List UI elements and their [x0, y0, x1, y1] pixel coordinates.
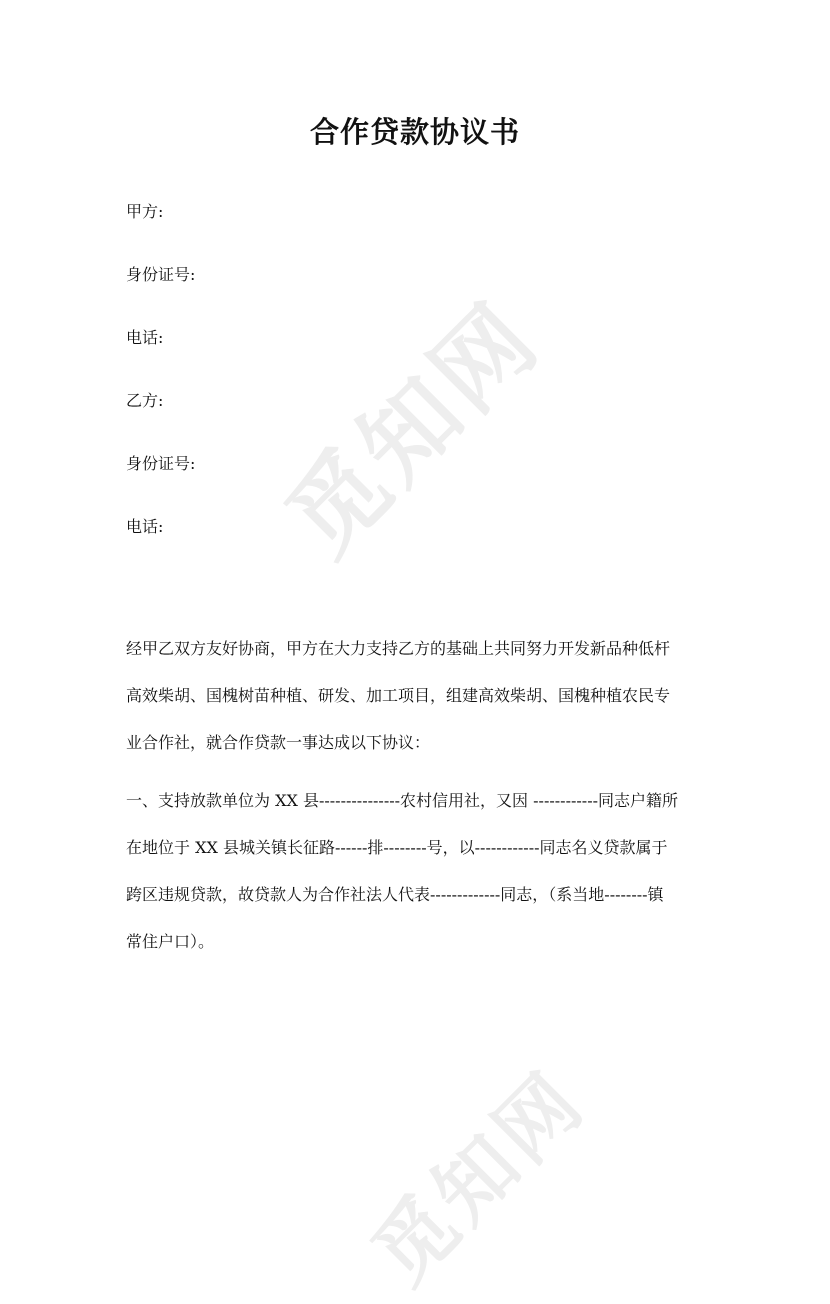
party-a-label: 甲方: [126, 202, 164, 221]
paragraph-line: 高效柴胡、国槐树苗种植、研发、加工项目，组建高效柴胡、国槐种植农民专 [126, 686, 671, 705]
paragraph-line: 经甲乙双方友好协商，甲方在大力支持乙方的基础上共同努力开发新品种低杆 [126, 639, 671, 658]
clause-1-paragraph [126, 777, 678, 965]
party-a-phone-label: 电话: [126, 328, 164, 347]
party-b-phone-label: 电话: [126, 517, 164, 536]
document-title: 合作贷款协议书 [309, 115, 520, 149]
paragraph-line: 跨区违规贷款，故贷款人为合作社法人代表-------------同志，（系当地--------镇 [126, 885, 664, 904]
paragraph-line: 在地位于 XX 县城关镇长征路------排--------号，以------------同志名义贷款属于 [126, 838, 668, 857]
paragraph-line: 业合作社，就合作贷款一事达成以下协议： [126, 733, 431, 752]
party-b-label: 乙方: [126, 391, 164, 410]
party-b-id-label: 身份证号: [126, 454, 196, 473]
party-a-id-label: 身份证号: [126, 265, 196, 284]
paragraph-line: 一、支持放款单位为 XX 县---------------农村信用社，又因 ------------同志户籍所 [126, 791, 679, 810]
intro-paragraph [126, 625, 670, 766]
watermark: 觅知网 [265, 281, 562, 577]
paragraph-line: 常住户口）。 [126, 932, 215, 951]
watermark: 觅知网 [354, 1053, 604, 1302]
